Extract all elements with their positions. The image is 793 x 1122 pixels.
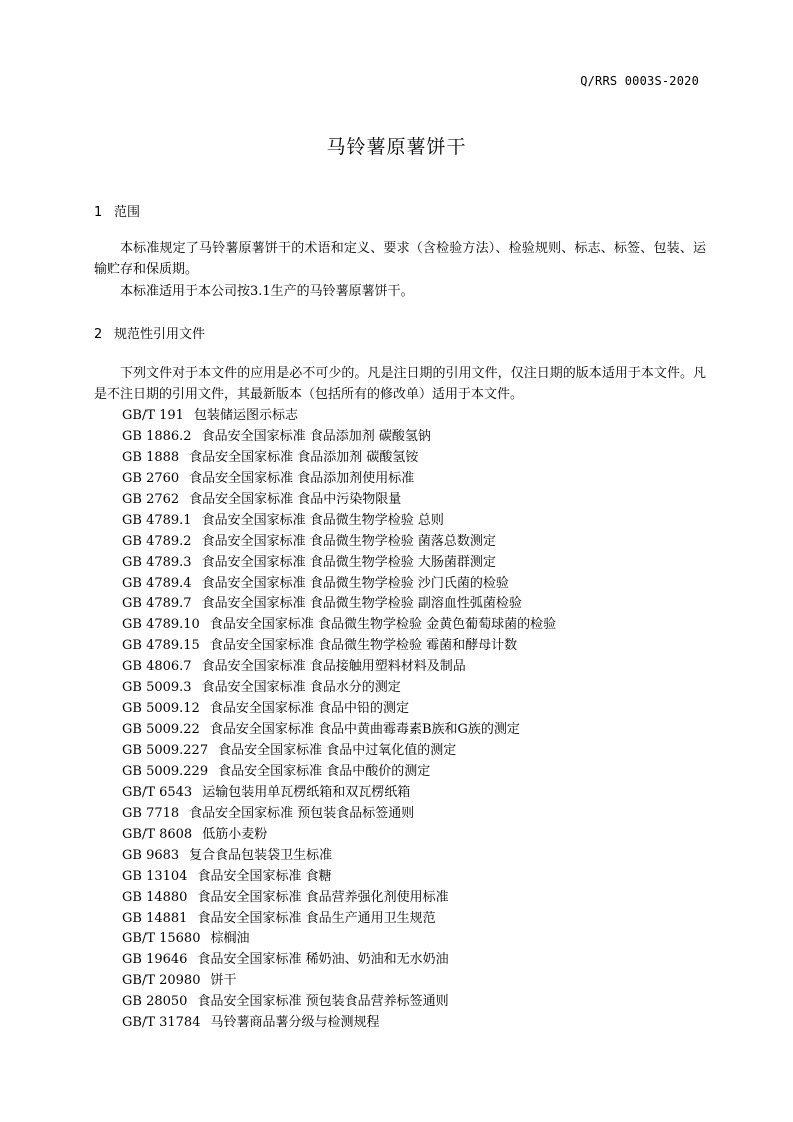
reference-code: GB/T 31784	[122, 1015, 201, 1031]
reference-title: 食品安全国家标准 食品添加剂 碳酸氢钠	[201, 428, 431, 444]
reference-item	[122, 447, 556, 468]
reference-title: 食品安全国家标准 食糖	[197, 868, 332, 884]
reference-code: GB 19646	[122, 952, 188, 968]
reference-code: GB 1886.2	[122, 428, 192, 444]
reference-code: GB 4789.4	[122, 575, 192, 591]
reference-item	[122, 531, 556, 552]
reference-title: 食品安全国家标准 食品微生物学检验 霉菌和酵母计数	[209, 638, 518, 654]
reference-code: GB 2760	[122, 470, 180, 486]
reference-item	[122, 719, 556, 740]
reference-code: GB 2762	[122, 491, 180, 507]
reference-item	[122, 761, 556, 782]
reference-title: 低筋小麦粉	[202, 826, 268, 842]
document-title: 马铃薯原薯饼干	[326, 136, 467, 158]
section-number: 1	[94, 205, 103, 220]
reference-item	[122, 824, 556, 845]
reference-title: 食品安全国家标准 食品添加剂 碳酸氢铵	[189, 449, 419, 465]
reference-item	[122, 405, 556, 426]
reference-code: GB 4789.2	[122, 533, 192, 549]
reference-item	[122, 740, 556, 761]
reference-title: 食品安全国家标准 食品接触用塑料材料及制品	[201, 659, 466, 675]
reference-title: 食品安全国家标准 食品中黄曲霉毒素B族和G族的测定	[209, 722, 520, 738]
section-title: 规范性引用文件	[114, 327, 206, 342]
reference-item	[122, 468, 556, 489]
reference-title: 食品安全国家标准 食品微生物学检验 沙门氏菌的检验	[201, 575, 509, 591]
scope-paragraph-2: 本标准适用于本公司按3.1生产的马铃薯原薯饼干。	[120, 284, 414, 299]
reference-code: GB 14880	[122, 889, 188, 905]
reference-title: 食品安全国家标准 稀奶油、奶油和无水奶油	[197, 952, 449, 968]
reference-title: 食品安全国家标准 食品添加剂使用标准	[189, 470, 415, 486]
reference-code: GB 4789.10	[122, 617, 200, 633]
reference-title: 食品安全国家标准 预包装食品营养标签通则	[197, 994, 449, 1010]
reference-code: GB 14881	[122, 910, 188, 926]
reference-item	[122, 949, 556, 970]
reference-item	[122, 1012, 556, 1033]
reference-title: 棕榈油	[210, 931, 250, 947]
reference-code: GB 5009.3	[122, 680, 192, 696]
reference-code: GB/T 15680	[122, 931, 201, 947]
reference-list	[122, 405, 556, 1033]
reference-item	[122, 614, 556, 635]
reference-item	[122, 970, 556, 991]
reference-code: GB/T 20980	[122, 973, 201, 989]
reference-item	[122, 656, 556, 677]
reference-title: 食品安全国家标准 食品营养强化剂使用标准	[197, 889, 449, 905]
reference-item	[122, 908, 556, 929]
reference-code: GB 5009.12	[122, 701, 200, 717]
reference-title: 食品安全国家标准 预包装食品标签通则	[189, 805, 415, 821]
reference-title: 食品安全国家标准 食品水分的测定	[201, 680, 401, 696]
reference-item	[122, 845, 556, 866]
reference-code: GB 28050	[122, 994, 188, 1010]
reference-code: GB/T 191	[122, 408, 184, 423]
reference-title: 食品安全国家标准 食品微生物学检验 大肠菌群测定	[201, 554, 496, 570]
reference-code: GB 4789.3	[122, 554, 192, 570]
reference-item	[122, 887, 556, 908]
reference-code: GB 5009.227	[122, 743, 209, 758]
reference-item	[122, 866, 556, 887]
reference-code: GB 13104	[122, 868, 188, 884]
reference-title: 饼干	[210, 973, 237, 989]
reference-item	[122, 635, 556, 656]
reference-item	[122, 803, 556, 824]
reference-title: 食品安全国家标准 食品中过氧化值的测定	[218, 743, 457, 758]
reference-title: 食品安全国家标准 食品生产通用卫生规范	[197, 910, 436, 926]
reference-item	[122, 677, 556, 698]
reference-title: 包装储运图示标志	[193, 408, 298, 423]
reference-code: GB 5009.229	[122, 763, 209, 779]
reference-code: GB 1888	[122, 449, 180, 465]
reference-code: GB 9683	[122, 847, 180, 863]
reference-title: 食品安全国家标准 食品中污染物限量	[189, 491, 402, 507]
reference-title: 食品安全国家标准 食品微生物学检验 总则	[201, 512, 444, 528]
reference-item	[122, 552, 556, 573]
reference-code: GB 4806.7	[122, 659, 192, 675]
reference-item	[122, 573, 556, 594]
reference-title: 食品安全国家标准 食品中铅的测定	[209, 701, 409, 717]
reference-title: 食品安全国家标准 食品中酸价的测定	[218, 763, 431, 779]
reference-title: 马铃薯商品薯分级与检测规程	[210, 1015, 380, 1031]
reference-title: 食品安全国家标准 食品微生物学检验 副溶血性弧菌检验	[201, 596, 522, 612]
references-intro-paragraph: 下列文件对于本文件的应用是必不可少的。凡是注日期的引用文件，仅注日期的版本适用于本文件。凡是不注日期的引用文件，其最新版本（包括所有的修改单）适用于本文件。	[94, 366, 706, 402]
document-code: Q/RRS 0003S-2020	[580, 74, 699, 88]
reference-code: GB 4789.15	[122, 638, 200, 654]
reference-item	[122, 510, 556, 531]
reference-item	[122, 489, 556, 510]
reference-code: GB 5009.22	[122, 722, 200, 738]
reference-title: 食品安全国家标准 食品微生物学检验 菌落总数测定	[201, 533, 496, 549]
reference-code: GB 4789.1	[122, 512, 192, 528]
reference-code: GB/T 6543	[122, 784, 193, 800]
reference-item	[122, 928, 556, 949]
reference-code: GB 7718	[122, 805, 180, 821]
reference-item	[122, 991, 556, 1012]
section-number: 2	[94, 327, 103, 342]
reference-code: GB/T 8608	[122, 826, 193, 842]
reference-item	[122, 782, 556, 803]
reference-title: 运输包装用单瓦楞纸箱和双瓦楞纸箱	[202, 784, 411, 800]
section-heading-normative-references	[94, 323, 205, 342]
reference-title: 食品安全国家标准 食品微生物学检验 金黄色葡萄球菌的检验	[209, 617, 557, 633]
reference-title: 复合食品包装袋卫生标准	[189, 847, 333, 863]
reference-code: GB 4789.7	[122, 596, 192, 612]
reference-item	[122, 698, 556, 719]
reference-item	[122, 593, 556, 614]
scope-paragraph-1: 本标准规定了马铃薯原薯饼干的术语和定义、要求（含检验方法）、检验规则、标志、标签、包装、运输贮存和保质期。	[94, 241, 706, 277]
section-title: 范围	[114, 205, 141, 220]
reference-item	[122, 426, 556, 447]
section-heading-scope	[94, 201, 140, 220]
